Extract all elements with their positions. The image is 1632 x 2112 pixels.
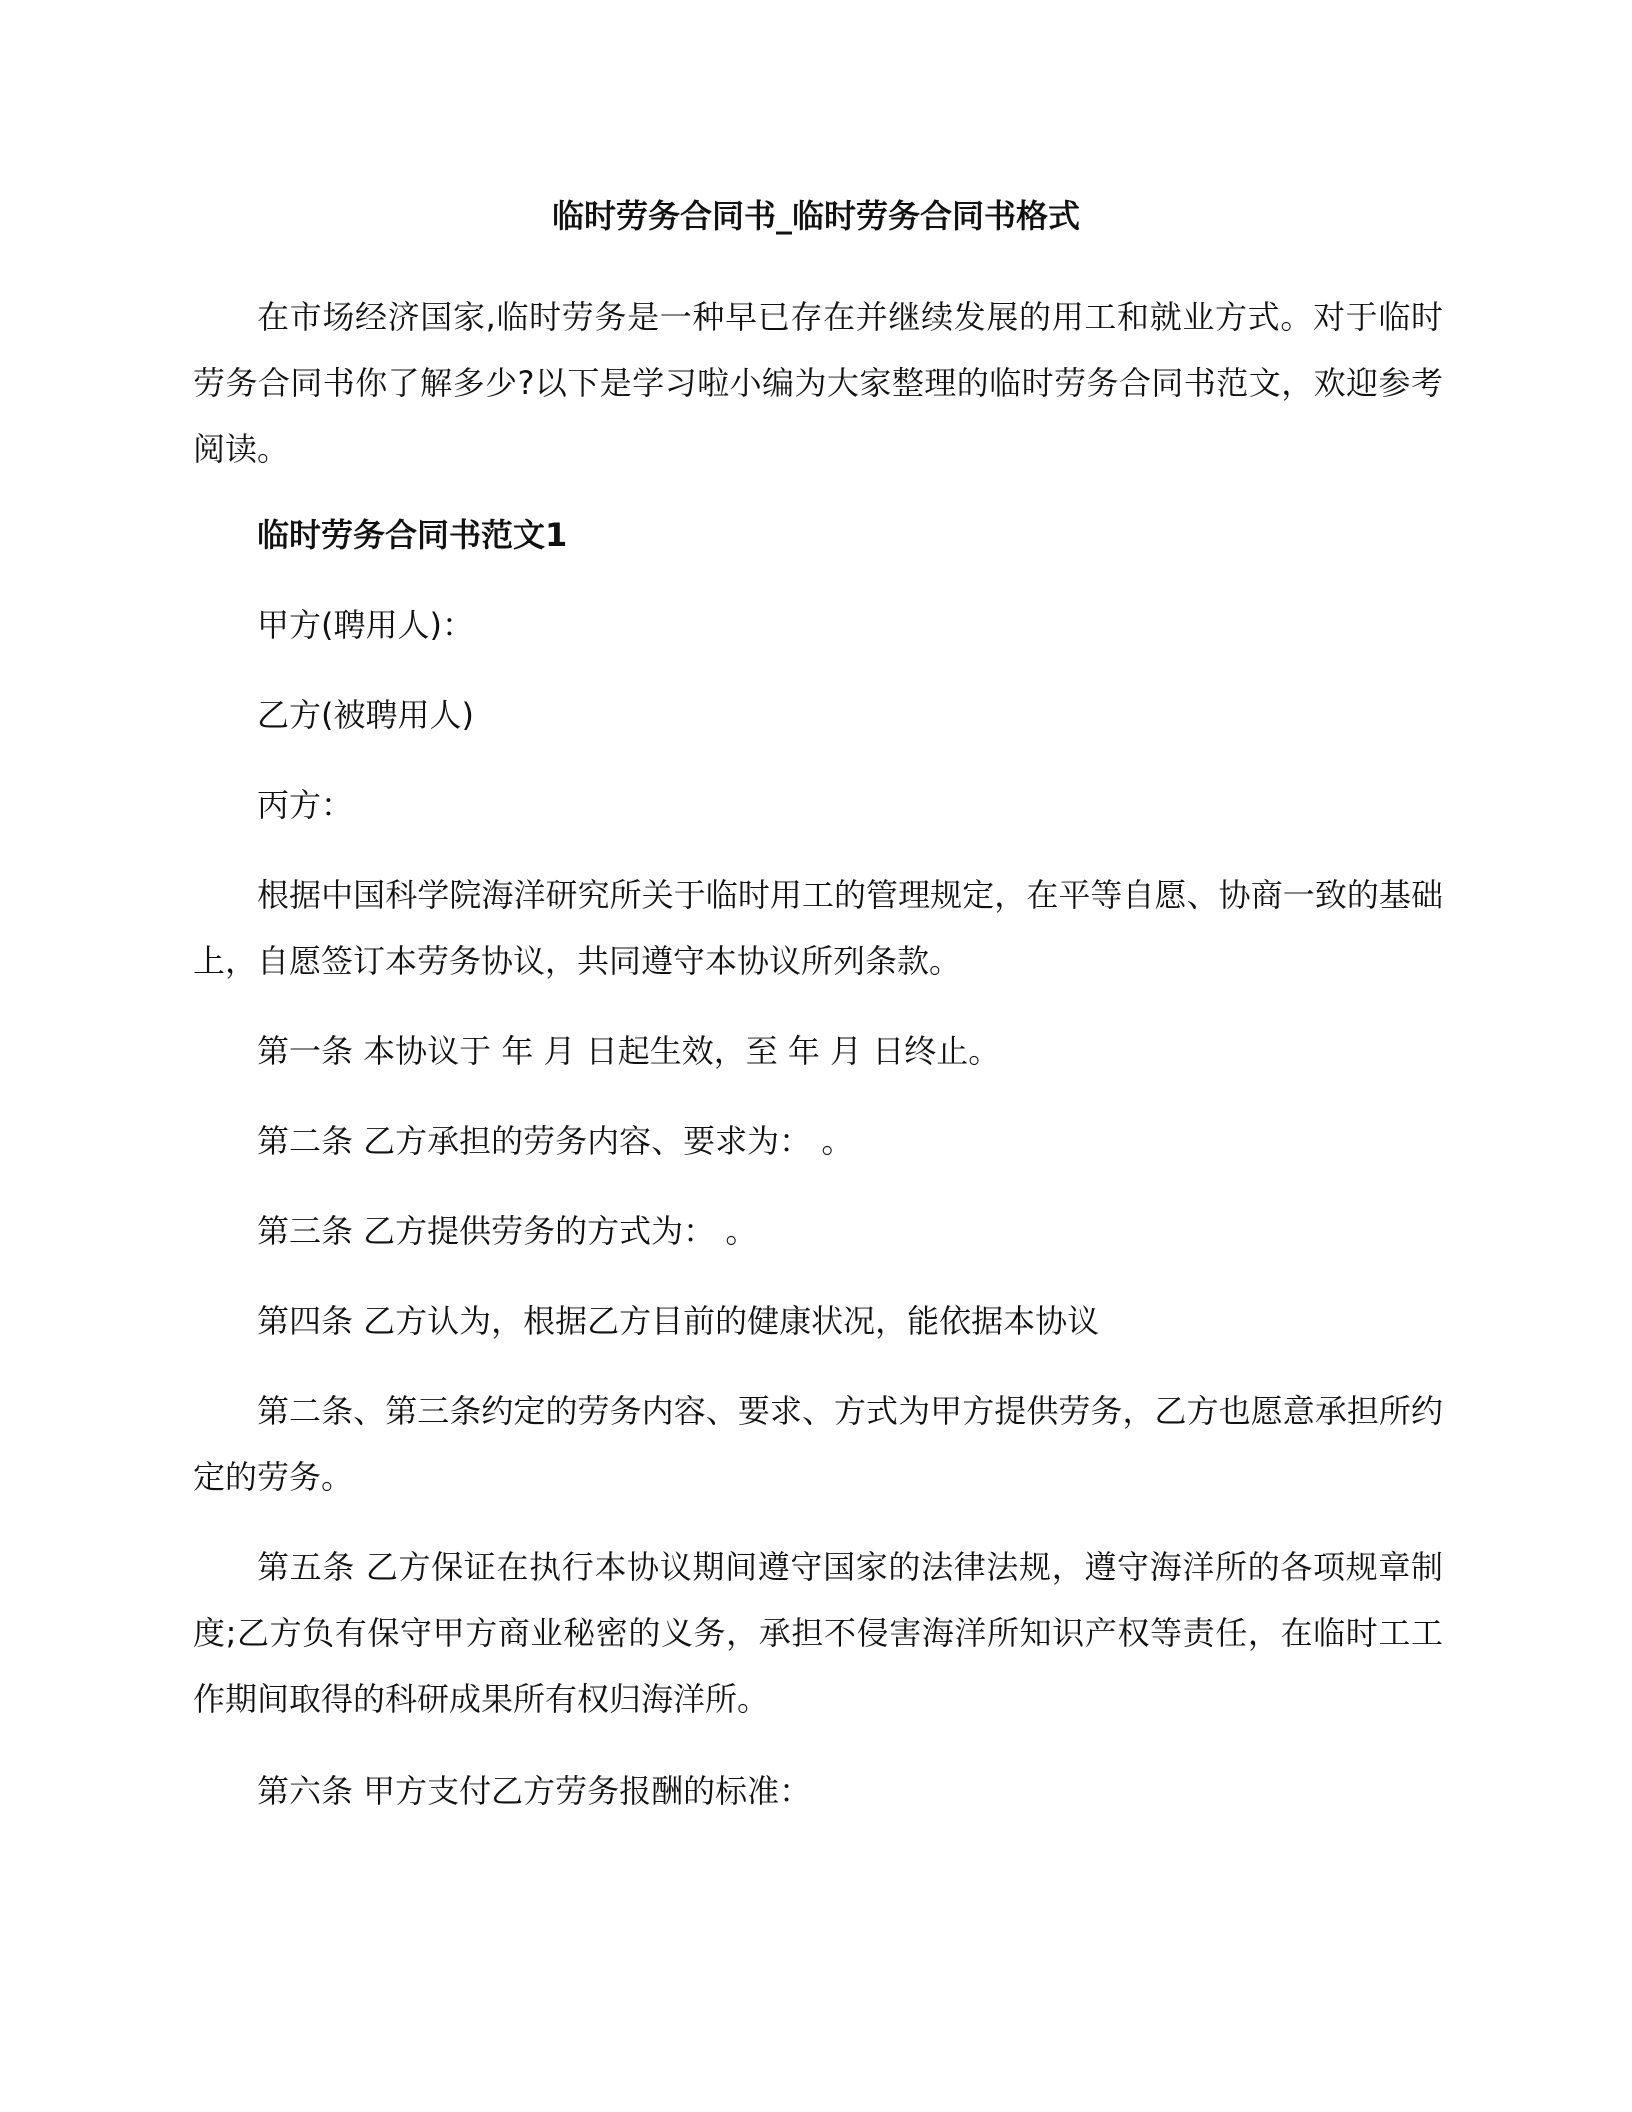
article-6: 第六条 甲方支付乙方劳务报酬的标准：	[257, 1772, 812, 1810]
document-title: 临时劳务合同书_临时劳务合同书格式	[551, 197, 1080, 235]
article-1: 第一条 本协议于 年 月 日起生效，至 年 月 日终止。	[257, 1032, 1001, 1070]
article-4: 第四条 乙方认为，根据乙方目前的健康状况，能依据本协议	[257, 1302, 1100, 1340]
article-4-continued: 第二条、第三条约定的劳务内容、要求、方式为甲方提供劳务，乙方也愿意承担所约定的劳务。	[193, 1392, 1443, 1496]
article-5: 第五条 乙方保证在执行本协议期间遵守国家的法律法规，遵守海洋所的各项规章制度;乙方负有保守甲方商业秘密的义务，承担不侵害海洋所知识产权等责任，在临时工工作期间取得的科研成果所有权归海洋所。	[193, 1548, 1443, 1718]
article-3: 第三条 乙方提供劳务的方式为： 。	[257, 1212, 758, 1250]
section-heading: 临时劳务合同书范文1	[257, 516, 568, 554]
party-c-line: 丙方：	[257, 786, 354, 824]
intro-paragraph: 在市场经济国家,临时劳务是一种早已存在并继续发展的用工和就业方式。对于临时劳务合同书你了解多少?以下是学习啦小编为大家整理的临时劳务合同书范文，欢迎参考阅读。	[193, 298, 1443, 468]
preamble-paragraph: 根据中国科学院海洋研究所关于临时用工的管理规定，在平等自愿、协商一致的基础上，自愿签订本劳务协议，共同遵守本协议所列条款。	[193, 876, 1443, 980]
party-b-line: 乙方(被聘用人)	[257, 696, 474, 734]
article-2: 第二条 乙方承担的劳务内容、要求为： 。	[257, 1122, 854, 1160]
party-a-line: 甲方(聘用人)：	[257, 606, 474, 644]
